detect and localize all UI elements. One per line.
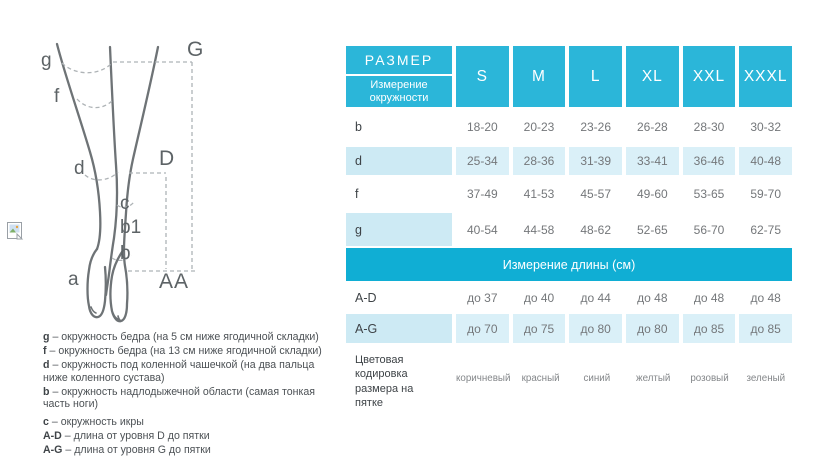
table-row-d (346, 147, 792, 175)
size-column-header-m: M (513, 46, 566, 107)
diagram-label-g: g (41, 50, 52, 71)
size-value-cell: 40-48 (739, 147, 792, 175)
size-value-cell: 26-28 (636, 120, 668, 134)
size-value-cell: до 40 (523, 290, 555, 305)
legend-text: – окружность бедра (на 13 см ниже ягодичной складки) (49, 345, 322, 357)
heel-color-cell: желтый (636, 373, 671, 385)
legend-text: – длина от уровня D до пятки (64, 429, 210, 442)
size-value-cell: до 80 (569, 314, 622, 343)
legend-key: A-D (43, 429, 62, 442)
diagram-label-AA: AA (159, 270, 190, 293)
size-value-cell: 36-46 (683, 147, 736, 175)
legend-item (43, 386, 339, 411)
heel-color-cell: коричневый (456, 373, 511, 385)
circumference-section-header: Измерение окружности (346, 76, 452, 107)
legend-key: g (43, 331, 50, 343)
table-row-ad (346, 281, 792, 314)
size-value-cell: 18-20 (466, 120, 498, 134)
row-label-f: f (355, 187, 359, 201)
diagram-label-b: b (120, 243, 131, 264)
measurement-legend (43, 331, 339, 458)
size-value-cell: до 48 (637, 290, 668, 305)
size-value-cell: 28-30 (693, 120, 725, 134)
size-value-cell: 62-75 (750, 222, 782, 237)
size-value-cell: до 85 (683, 314, 736, 343)
row-label-ag: A-G (346, 314, 452, 343)
legend-item (43, 444, 339, 457)
size-value-cell: 30-32 (750, 120, 782, 134)
legend-text: – окружность надлодыжечной области (самая тонкая часть ноги) (43, 385, 315, 410)
legend-key: d (43, 359, 50, 371)
diagram-label-d: d (74, 158, 85, 179)
legend-key: A-G (43, 443, 63, 456)
diagram-label-c: c (120, 193, 130, 214)
length-section-header: Измерение длины (см) (346, 248, 792, 281)
size-value-cell: 40-54 (466, 222, 498, 237)
heel-color-cell: розовый (690, 373, 729, 385)
size-value-cell: 45-57 (580, 187, 612, 201)
size-value-cell: до 37 (467, 290, 498, 305)
legend-key: f (43, 345, 47, 357)
legend-item (43, 430, 339, 443)
size-value-cell: 49-60 (636, 187, 668, 201)
size-value-cell: до 70 (456, 314, 509, 343)
legend-text: – окружность икры (51, 415, 144, 428)
heel-color-cell: зеленый (746, 373, 786, 385)
size-value-cell: 31-39 (569, 147, 622, 175)
legend-item (43, 331, 339, 344)
size-value-cell: 59-70 (750, 187, 782, 201)
leg-measurement-diagram (0, 0, 345, 330)
size-value-cell: 52-65 (636, 222, 668, 237)
size-value-cell: до 44 (580, 290, 611, 305)
size-value-cell: 44-58 (523, 222, 555, 237)
size-value-cell: 33-41 (626, 147, 679, 175)
size-value-cell: до 48 (693, 290, 725, 305)
row-label-b: b (355, 120, 362, 134)
row-label-g: g (346, 213, 452, 246)
size-value-cell: до 48 (750, 290, 781, 305)
legend-item (43, 359, 339, 384)
legend-text: – длина от уровня G до пятки (65, 443, 211, 456)
size-column-header-xl: XL (626, 46, 679, 107)
size-value-cell: 20-23 (523, 120, 555, 134)
legend-key: b (43, 385, 50, 398)
legend-text: – окружность под коленной чашечкой (на два пальца ниже коленного сустава) (43, 359, 315, 384)
legend-text: – окружность бедра (на 5 см ниже ягодичной складки) (52, 331, 319, 343)
table-header-label-cell (346, 46, 452, 107)
size-value-cell: 37-49 (466, 187, 498, 201)
size-column-header-xxl: XXL (683, 46, 736, 107)
size-value-cell: 25-34 (456, 147, 509, 175)
table-row-g (346, 213, 792, 246)
size-value-cell: 53-65 (693, 187, 725, 201)
size-value-cell: до 75 (513, 314, 566, 343)
row-label-d: d (346, 147, 452, 175)
size-value-cell: 41-53 (523, 187, 555, 201)
broken-image-icon (6, 221, 24, 241)
size-column-header-xxxl: XXXL (739, 46, 792, 107)
table-header-row (346, 46, 792, 107)
diagram-label-G: G (187, 38, 204, 61)
size-value-cell: до 80 (626, 314, 679, 343)
size-column-header-l: L (569, 46, 622, 107)
table-row-heel-color (346, 347, 792, 410)
size-value-cell: 56-70 (693, 222, 725, 237)
legend-item (43, 345, 339, 358)
diagram-label-a: a (68, 269, 79, 290)
diagram-label-f: f (54, 86, 60, 107)
diagram-label-D: D (159, 147, 175, 170)
size-value-cell: 48-62 (580, 222, 612, 237)
heel-color-cell: красный (521, 373, 560, 385)
size-column-header-s: S (456, 46, 509, 107)
table-title: РАЗМЕР (346, 46, 452, 74)
row-label-ad: A-D (355, 290, 377, 305)
legend-item (43, 416, 339, 429)
size-value-cell: 23-26 (580, 120, 612, 134)
table-row-f (346, 175, 792, 213)
diagram-label-b1: b1 (120, 217, 142, 238)
size-value-cell: до 85 (739, 314, 792, 343)
size-table (346, 46, 792, 410)
size-value-cell: 28-36 (513, 147, 566, 175)
heel-color-row-label: Цветовая кодировка размера на пятке (355, 354, 414, 409)
table-row-b (346, 107, 792, 147)
legend-key: c (43, 415, 49, 428)
heel-color-cell: синий (583, 373, 611, 385)
table-row-ag (346, 314, 792, 343)
